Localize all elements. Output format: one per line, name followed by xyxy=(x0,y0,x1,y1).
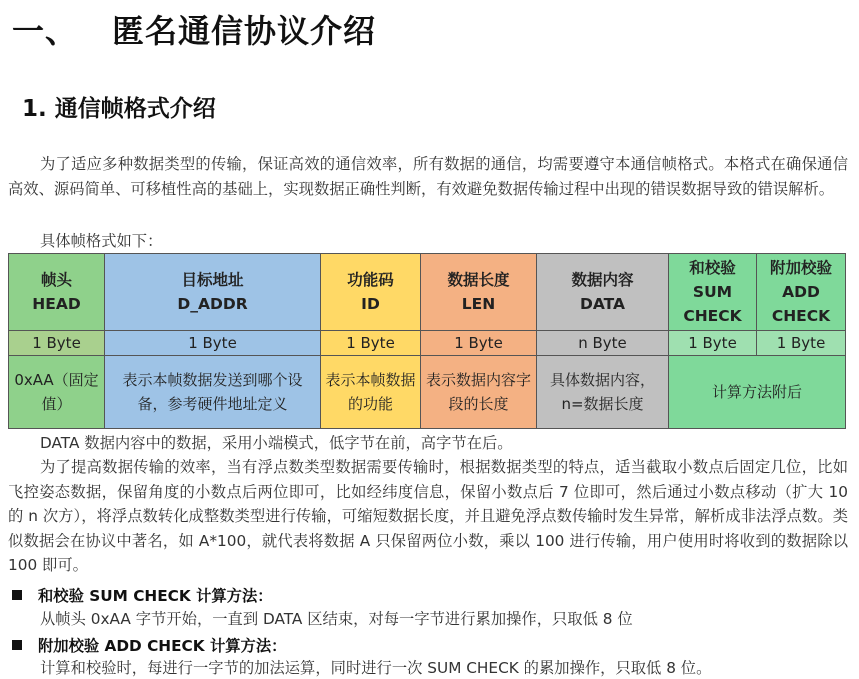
intro-paragraph: 为了适应多种数据类型的传输，保证高效的通信效率，所有数据的通信，均需要遵守本通信帧格式。本格式在确保通信高效、源码简单、可移植性高的基础上，实现数据正确性判断，有效避免数据传输过程中出现的错误数据导致的错误解析。 xyxy=(8,155,848,198)
section-number: 一、 xyxy=(12,12,79,50)
subsection-heading: 1. 通信帧格式介绍 xyxy=(22,96,216,122)
header-cell-data: 数据内容 DATA xyxy=(537,254,669,331)
frame-format-table xyxy=(8,253,846,429)
bullet-square-icon xyxy=(12,590,22,600)
sum-check-heading xyxy=(12,584,273,606)
data-endianness-note: DATA 数据内容中的数据，采用小端模式，低字节在前，高字节在后。 xyxy=(40,434,513,452)
size-cell-addr: 1 Byte xyxy=(105,331,321,356)
desc-cell-check: 计算方法附后 xyxy=(669,356,846,429)
desc-cell-id: 表示本帧数据的功能 xyxy=(321,356,421,429)
header-cell-addr: 目标地址 D_ADDR xyxy=(105,254,321,331)
table-header-row xyxy=(9,254,846,331)
section-title: 匿名通信协议介绍 xyxy=(112,12,377,50)
header-cell-add-check: 附加校验 ADD CHECK xyxy=(757,254,846,331)
size-cell-data: n Byte xyxy=(537,331,669,356)
header-cell-sum-check: 和校验 SUM CHECK xyxy=(669,254,757,331)
table-size-row xyxy=(9,331,846,356)
size-cell-add-check: 1 Byte xyxy=(757,331,846,356)
sum-check-title: 和校验 SUM CHECK 计算方法： xyxy=(38,587,273,605)
format-intro: 具体帧格式如下： xyxy=(40,232,163,250)
desc-cell-addr: 表示本帧数据发送到哪个设备，参考硬件地址定义 xyxy=(105,356,321,429)
sum-check-desc: 从帧头 0xAA 字节开始，一直到 DATA 区结束，对每一字节进行累加操作，只取低 8 位 xyxy=(40,610,633,628)
size-cell-len: 1 Byte xyxy=(421,331,537,356)
float-encoding-paragraph: 为了提高数据传输的效率，当有浮点数类型数据需要传输时，根据数据类型的特点，适当截取小数点后固定几位，比如飞控姿态数据，保留角度的小数点后两位即可，比如经纬度信息，保留小数点后 7 位即可，然后通过小数点移动（扩大 10 的 n 次方），将浮点数转化成整数类型进行传输，可缩短数据长度，并且避免浮点数传输时发生异常，解析成非法浮点数。类似数据会在协议中著名，如 A*100，就代表将数据 A 只保留两位小数，乘以 100 进行传输，用户使用时将收到的数据除以 100 即可。 xyxy=(8,458,848,574)
bullet-square-icon xyxy=(12,640,22,650)
add-check-heading xyxy=(12,634,286,656)
add-check-desc: 计算和校验时，每进行一字节的加法运算，同时进行一次 SUM CHECK 的累加操作，只取低 8 位。 xyxy=(40,659,712,677)
desc-cell-head: 0xAA（固定值） xyxy=(9,356,105,429)
section-heading xyxy=(12,6,376,52)
table-desc-row xyxy=(9,356,846,429)
header-cell-head: 帧头 HEAD xyxy=(9,254,105,331)
add-check-title: 附加校验 ADD CHECK 计算方法： xyxy=(38,637,287,655)
size-cell-sum-check: 1 Byte xyxy=(669,331,757,356)
size-cell-head: 1 Byte xyxy=(9,331,105,356)
desc-cell-data: 具体数据内容，n=数据长度 xyxy=(537,356,669,429)
header-cell-id: 功能码 ID xyxy=(321,254,421,331)
desc-cell-len: 表示数据内容字段的长度 xyxy=(421,356,537,429)
size-cell-id: 1 Byte xyxy=(321,331,421,356)
header-cell-len: 数据长度 LEN xyxy=(421,254,537,331)
